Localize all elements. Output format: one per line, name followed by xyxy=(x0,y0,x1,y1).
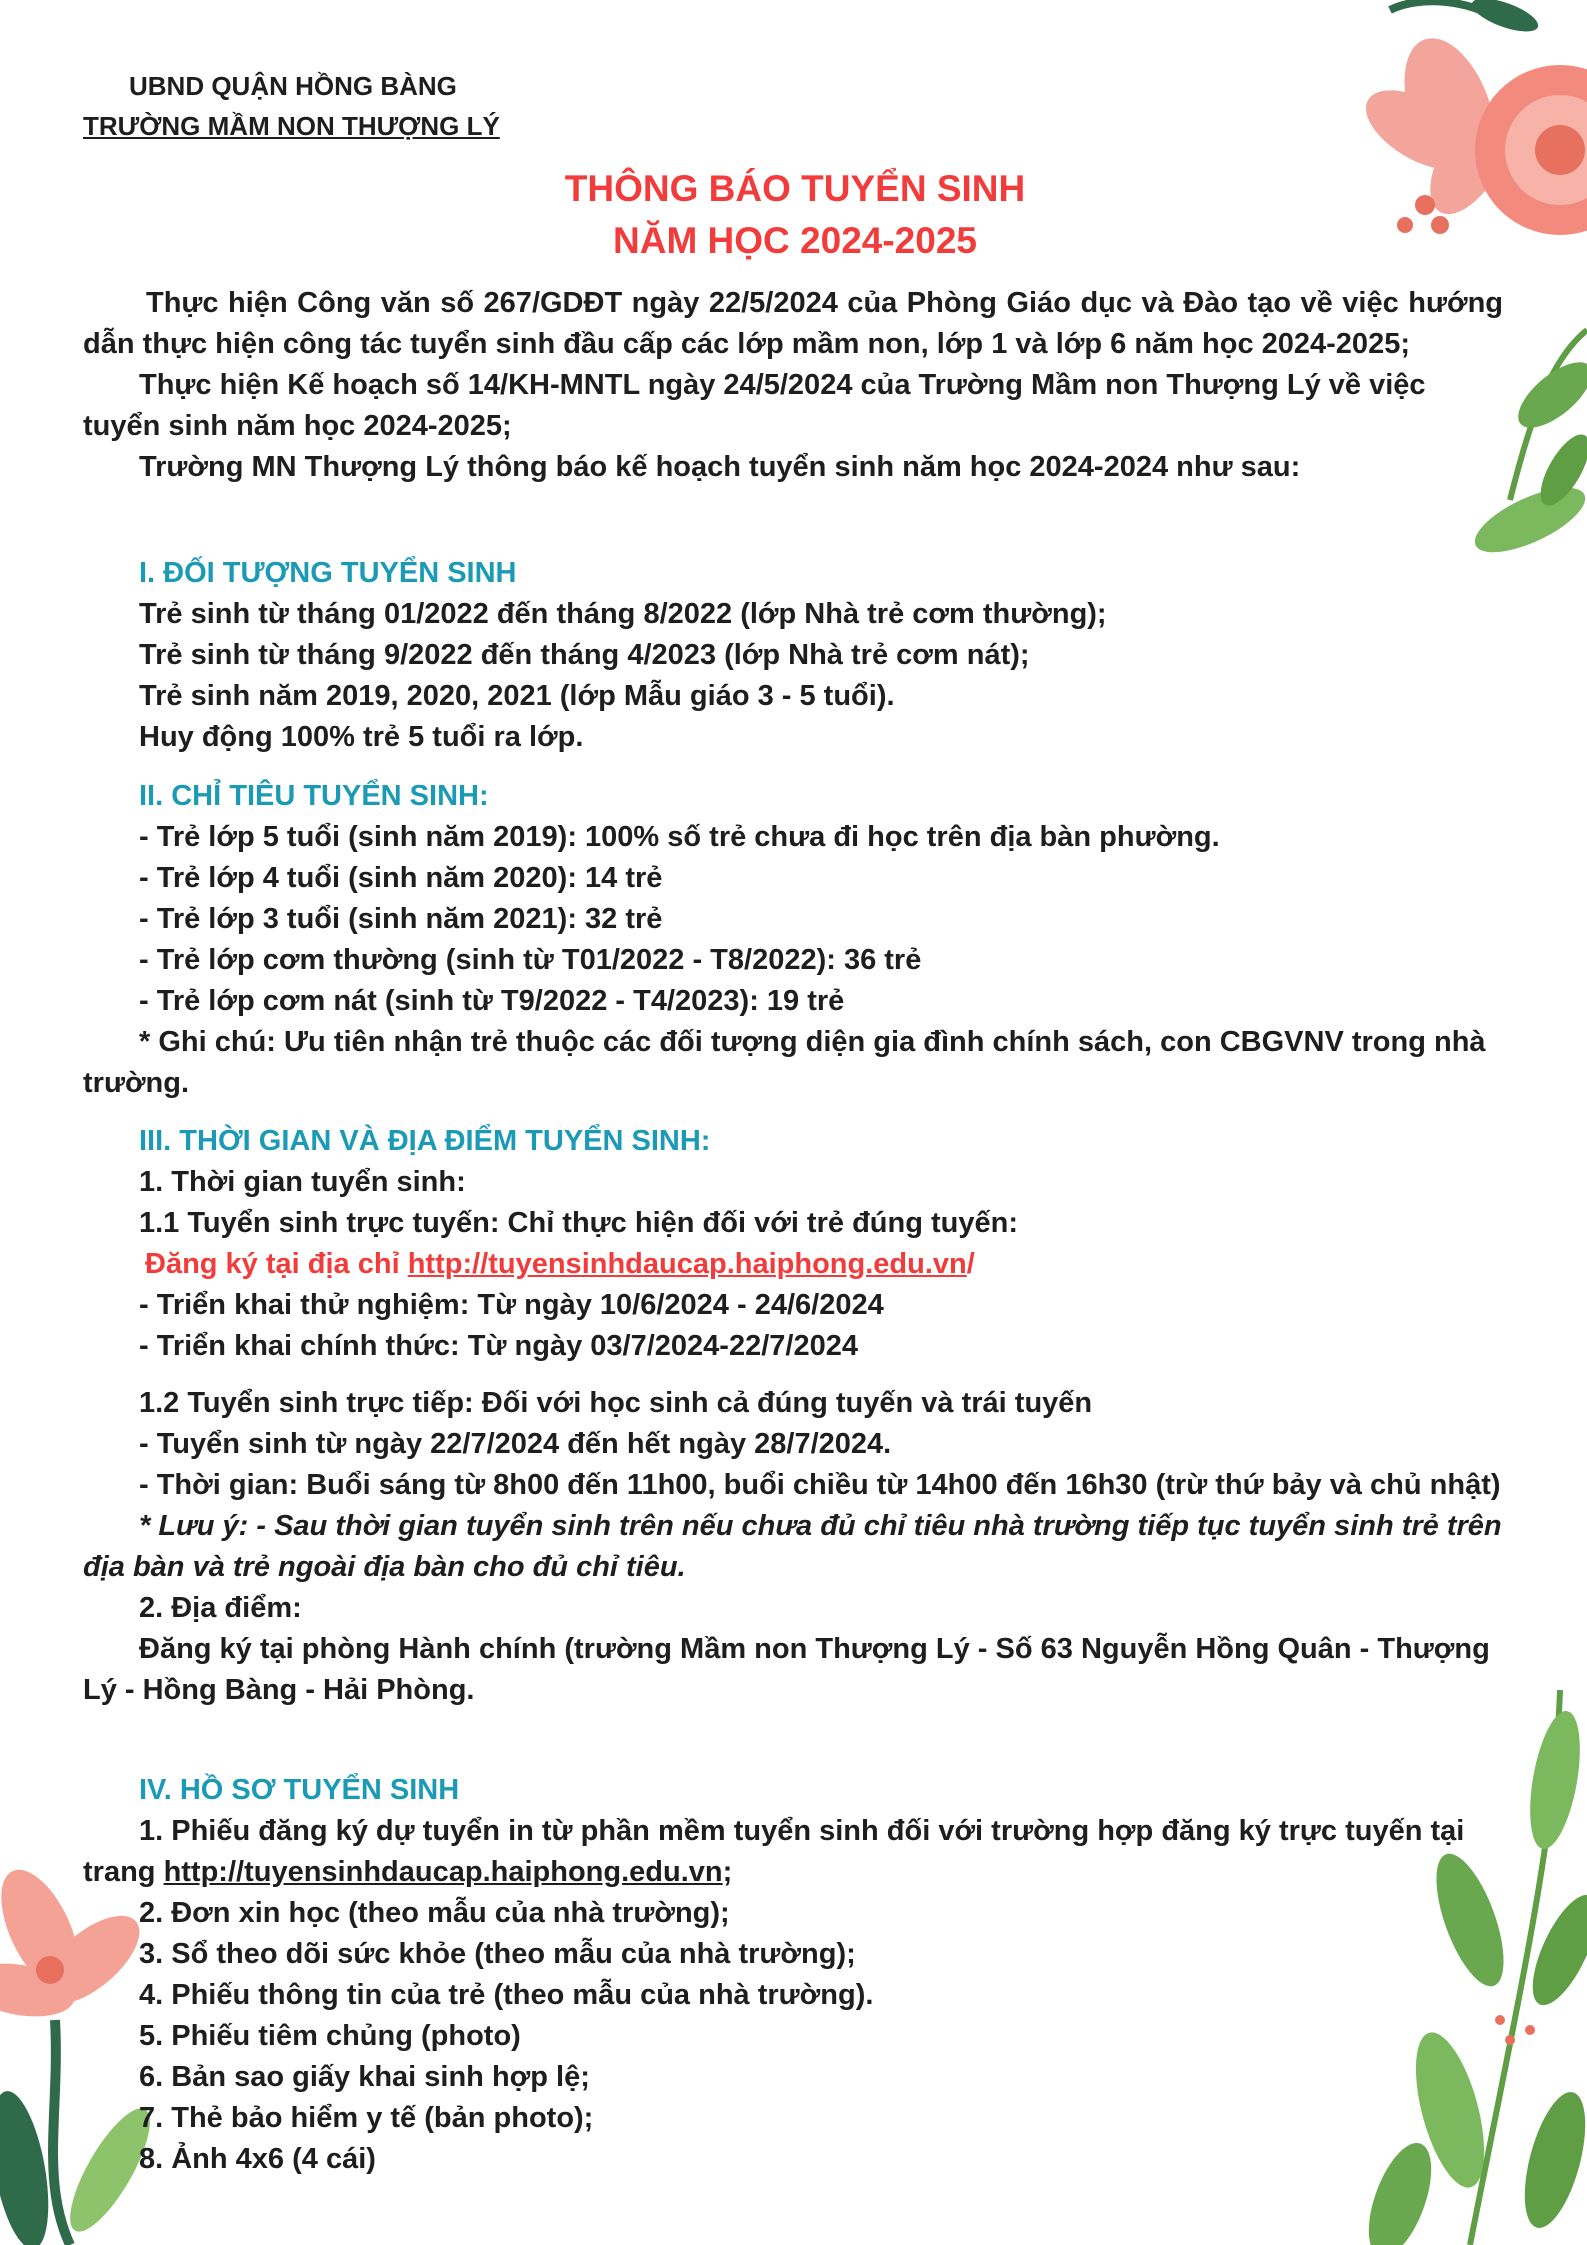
list-item: - Trẻ lớp 4 tuổi (sinh năm 2020): 14 trẻ xyxy=(139,862,663,894)
register-line xyxy=(83,1244,1503,1285)
list-item: Trẻ sinh năm 2019, 2020, 2021 (lớp Mẫu giáo 3 - 5 tuổi). xyxy=(139,680,895,712)
time-note: * Lưu ý: - Sau thời gian tuyển sinh trên nếu chưa đủ chỉ tiêu nhà trường tiếp tục tuyển sinh trẻ trên địa bàn và trẻ ngoài địa bàn cho đủ chỉ tiêu. xyxy=(83,1510,1502,1583)
list-item: 6. Bản sao giấy khai sinh hợp lệ; xyxy=(139,2061,590,2093)
trial-dates: - Triển khai thử nghiệm: Từ ngày 10/6/2024 - 24/6/2024 xyxy=(139,1289,884,1321)
direct-label: 1.2 Tuyển sinh trực tiếp: Đối với học sinh cả đúng tuyến và trái tuyến xyxy=(139,1387,1093,1419)
list-item: 2. Đơn xin học (theo mẫu của nhà trường); xyxy=(139,1897,730,1929)
official-dates: - Triển khai chính thức: Từ ngày 03/7/2024-22/7/2024 xyxy=(139,1330,858,1362)
section-heading: II. CHỈ TIÊU TUYỂN SINH: xyxy=(139,780,489,812)
list-item: Trẻ sinh từ tháng 01/2022 đến tháng 8/2022 (lớp Nhà trẻ cơm thường); xyxy=(139,598,1107,630)
item1-suffix: ; xyxy=(722,1856,733,1888)
intro-paragraph: Thực hiện Kế hoạch số 14/KH-MNTL ngày 24/5/2024 của Trường Mầm non Thượng Lý về việc tuyển sinh năm học 2024-2025; xyxy=(83,369,1426,442)
section-heading: III. THỜI GIAN VÀ ĐỊA ĐIỂM TUYỂN SINH: xyxy=(139,1125,711,1157)
section-heading: IV. HỒ SƠ TUYỂN SINH xyxy=(139,1774,460,1806)
online-label: 1.1 Tuyển sinh trực tuyến: Chỉ thực hiện đối với trẻ đúng tuyến: xyxy=(139,1207,1018,1239)
place-label: 2. Địa điểm: xyxy=(139,1592,302,1624)
quota-note: * Ghi chú: Ưu tiên nhận trẻ thuộc các đối tượng diện gia đình chính sách, con CBGVNV trong nhà trường. xyxy=(83,1026,1486,1099)
register-link[interactable]: http://tuyensinhdaucap.haiphong.edu.vn xyxy=(407,1248,967,1280)
school-name: TRƯỜNG MẦM NON THƯỢNG LÝ xyxy=(83,111,500,141)
list-item: - Trẻ lớp cơm nát (sinh từ T9/2022 - T4/2023): 19 trẻ xyxy=(139,985,845,1017)
list-item: Trẻ sinh từ tháng 9/2022 đến tháng 4/2023 (lớp Nhà trẻ cơm nát); xyxy=(139,639,1030,671)
intro xyxy=(83,283,1503,488)
time-label: 1. Thời gian tuyển sinh: xyxy=(139,1166,466,1198)
section-time-place xyxy=(83,1121,1503,1711)
title-line-1: THÔNG BÁO TUYỂN SINH xyxy=(564,168,1026,209)
section-heading: I. ĐỐI TƯỢNG TUYỂN SINH xyxy=(139,557,517,589)
section-quota xyxy=(83,776,1503,1104)
list-item: - Trẻ lớp 3 tuổi (sinh năm 2021): 32 trẻ xyxy=(139,903,663,935)
list-item: 7. Thẻ bảo hiểm y tế (bản photo); xyxy=(139,2102,594,2134)
item1-link[interactable]: http://tuyensinhdaucap.haiphong.edu.vn xyxy=(163,1856,723,1888)
list-item: - Trẻ lớp cơm thường (sinh từ T01/2022 - T8/2022): 36 trẻ xyxy=(139,944,922,976)
list-item: 8. Ảnh 4x6 (4 cái) xyxy=(139,2143,376,2175)
authority-name: UBND QUẬN HỒNG BÀNG xyxy=(129,71,457,101)
list-item: 3. Sổ theo dõi sức khỏe (theo mẫu của nhà trường); xyxy=(139,1938,856,1970)
intro-paragraph: Thực hiện Công văn số 267/GDĐT ngày 22/5/2024 của Phòng Giáo dục và Đào tạo về việc hướng dẫn thực hiện công tác tuyển sinh đầu cấp các lớp mầm non, lớp 1 và lớp 6 năm học 2024-2025; xyxy=(83,287,1503,360)
item1-text: 1. Phiếu đăng ký dự tuyển in từ phần mềm tuyển sinh đối với trường hợp đăng ký trực tuyến tại trang xyxy=(83,1815,1465,1888)
notice-title xyxy=(400,163,1190,267)
place: Đăng ký tại phòng Hành chính (trường Mầm non Thượng Lý - Số 63 Nguyễn Hồng Quân - Thượng Lý - Hồng Bàng - Hải Phòng. xyxy=(83,1633,1490,1706)
office-hours: - Thời gian: Buổi sáng từ 8h00 đến 11h00, buổi chiều từ 14h00 đến 16h30 (trừ thứ bảy và chủ nhật) xyxy=(139,1469,1501,1501)
list-item xyxy=(83,1811,1503,1893)
title-line-2: NĂM HỌC 2024-2025 xyxy=(613,220,977,261)
intro-paragraph: Trường MN Thượng Lý thông báo kế hoạch tuyển sinh năm học 2024-2024 như sau: xyxy=(139,451,1301,483)
register-prefix: Đăng ký tại địa chỉ xyxy=(145,1248,400,1280)
list-item: 4. Phiếu thông tin của trẻ (theo mẫu của nhà trường). xyxy=(139,1979,874,2011)
section-documents xyxy=(83,1770,1503,2180)
list-item: - Trẻ lớp 5 tuổi (sinh năm 2019): 100% số trẻ chưa đi học trên địa bàn phường. xyxy=(139,821,1220,853)
direct-dates: - Tuyển sinh từ ngày 22/7/2024 đến hết ngày 28/7/2024. xyxy=(139,1428,892,1460)
list-item: Huy động 100% trẻ 5 tuổi ra lớp. xyxy=(139,721,584,753)
register-suffix: / xyxy=(966,1248,975,1280)
list-item: 5. Phiếu tiêm chủng (photo) xyxy=(139,2020,521,2052)
section-eligibility xyxy=(83,553,1503,758)
